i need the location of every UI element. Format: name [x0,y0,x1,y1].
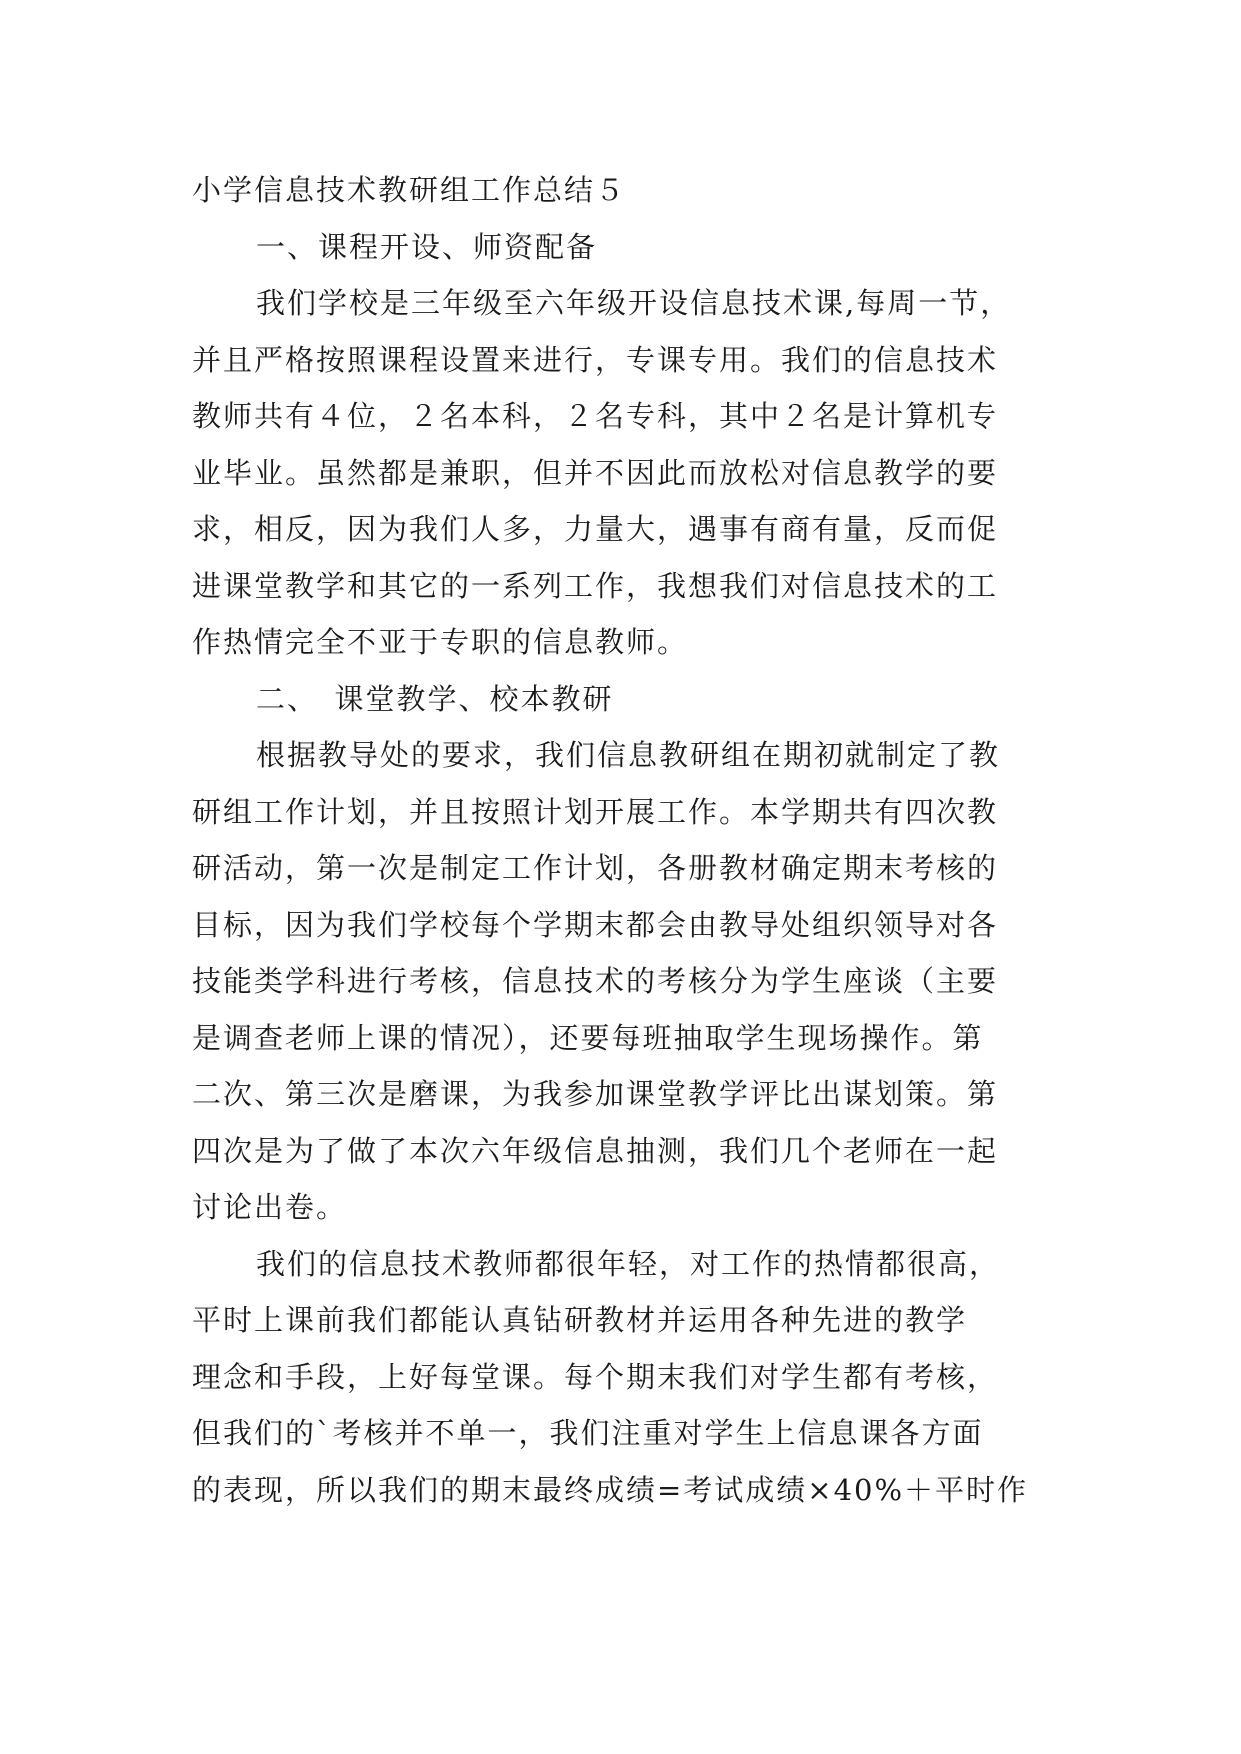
document-title: 小学信息技术教研组工作总结５ [192,173,627,207]
paragraph-line: 但我们的`考核并不单一，我们注重对学生上信息课各方面 [192,1416,984,1450]
paragraph-line: 作热情完全不亚于专职的信息教师。 [192,625,689,659]
paragraph-line: 二次、第三次是磨课，为我参加课堂教学评比出谋划策。第 [192,1077,999,1111]
paragraph-line: 教师共有４位，２名本科，２名专科，其中２名是计算机专 [192,399,999,433]
paragraph-line: 根据教导处的要求，我们信息教研组在期初就制定了教 [256,738,1001,772]
section-heading-2: 二、 课堂教学、校本教研 [256,681,614,716]
paragraph-line: 我们学校是三年级至六年级开设信息技术课,每周一节， [256,286,1012,320]
paragraph-line: 平时上课前我们都能认真钻研教材并运用各种先进的教学 [192,1303,968,1337]
paragraph-line: 技能类学科进行考核，信息技术的考核分为学生座谈（主要 [192,964,999,998]
paragraph-line: 讨论出卷。 [192,1190,348,1224]
paragraph-line: 研活动，第一次是制定工作计划，各册教材确定期末考核的 [192,851,999,885]
paragraph-line: 是调查老师上课的情况），还要每班抽取学生现场操作。第 [192,1020,984,1055]
paragraph-line: 并且严格按照课程设置来进行，专课专用。我们的信息技术 [192,342,999,377]
section-heading-1: 一、课程开设、师资配备 [256,229,598,264]
paragraph-line: 研组工作计划，并且按照计划开展工作。本学期共有四次教 [192,794,999,829]
paragraph-line: 求，相反，因为我们人多，力量大，遇事有商有量，反而促 [192,512,999,546]
paragraph-line: 目标，因为我们学校每个学期末都会由教导处组织领导对各 [192,907,999,942]
paragraph-line: 我们的信息技术教师都很年轻，对工作的热情都很高， [256,1246,1001,1281]
paragraph-line: 的表现，所以我们的期末最终成绩=考试成绩×40%＋平时作 [192,1472,1029,1507]
document-body [192,162,1052,1518]
paragraph-line: 业毕业。虽然都是兼职，但并不因此而放松对信息教学的要 [192,455,999,490]
paragraph-line: 理念和手段，上好每堂课。每个期末我们对学生都有考核， [192,1359,999,1394]
paragraph-line: 四次是为了做了本次六年级信息抽测，我们几个老师在一起 [192,1133,999,1168]
paragraph-line: 进课堂教学和其它的一系列工作，我想我们对信息技术的工 [192,568,999,603]
